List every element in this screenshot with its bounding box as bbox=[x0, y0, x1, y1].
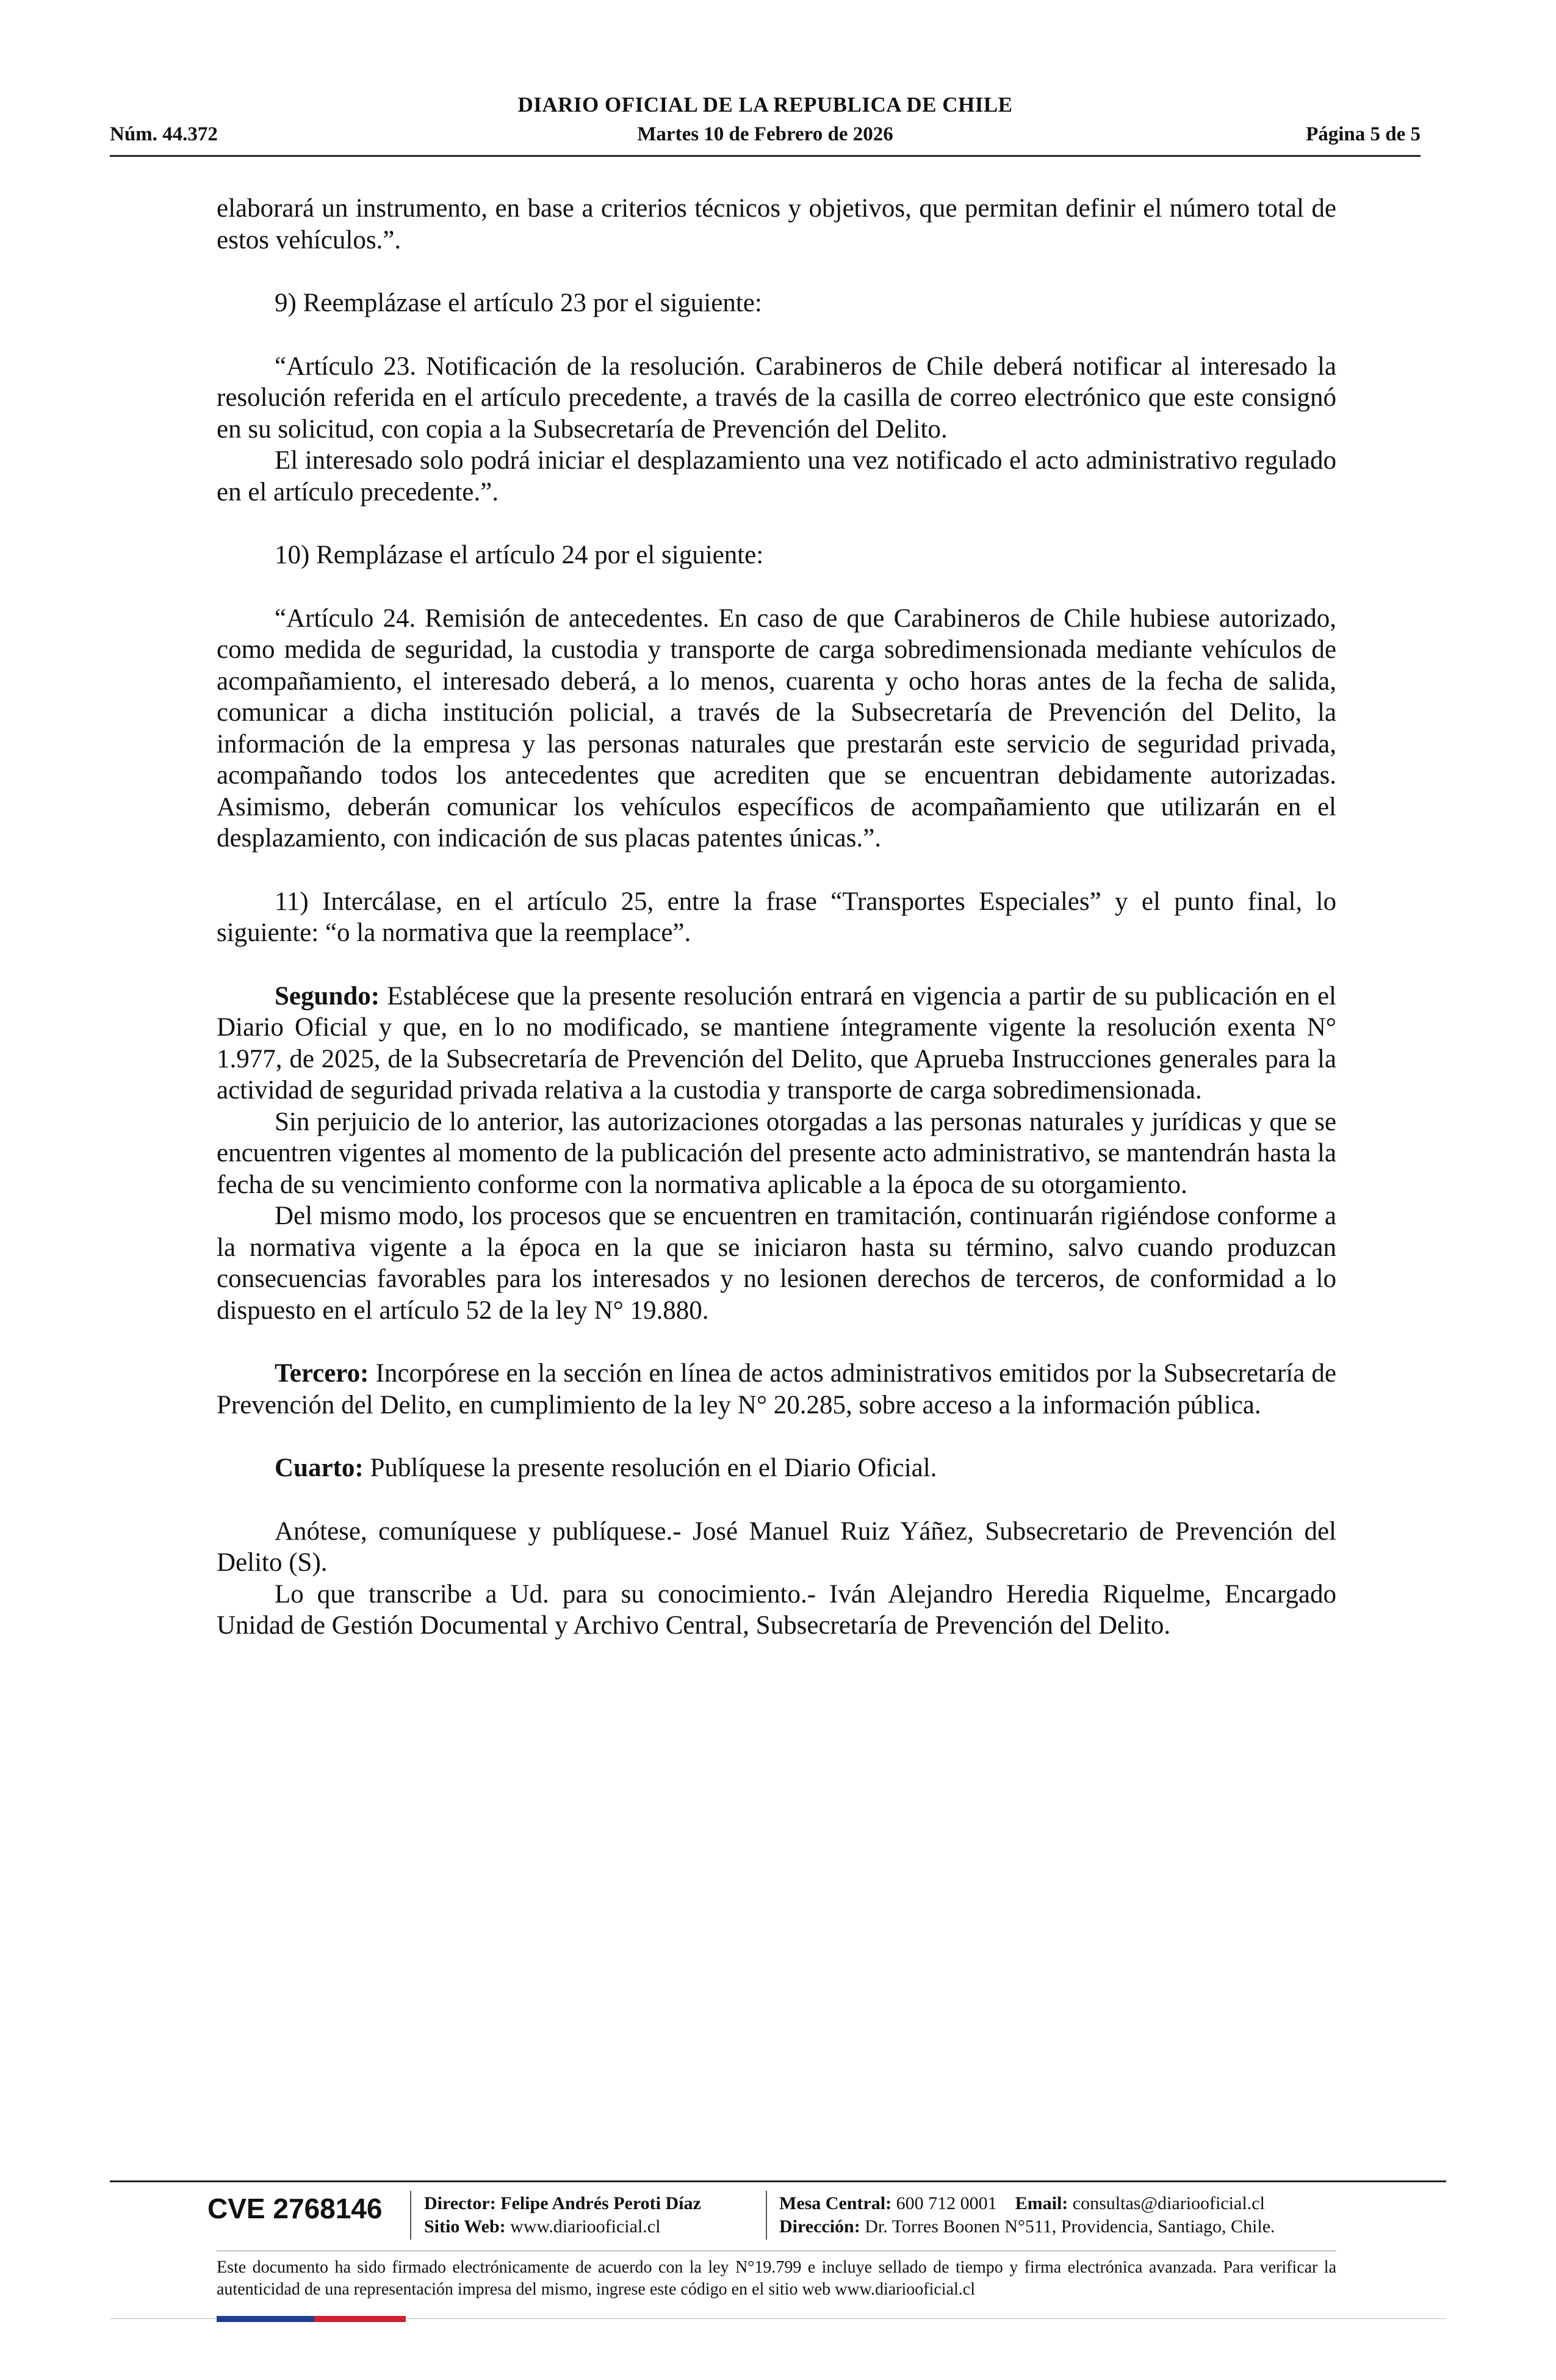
document-body bbox=[217, 193, 1336, 1642]
web-label: Sitio Web: bbox=[424, 2216, 506, 2237]
paragraph: Lo que transcribe a Ud. para su conocimiento.- Iván Alejandro Heredia Riquelme, Encargado Unidad de Gestión Documental y Archivo Central, Subsecretaría de Prevención del Delito. bbox=[217, 1579, 1336, 1640]
page-header bbox=[110, 93, 1421, 154]
paragraph: El interesado solo podrá iniciar el desplazamiento una vez notificado el acto administrativo regulado en el artículo precedente.”. bbox=[217, 446, 1336, 507]
flag-bar-red bbox=[314, 2316, 406, 2322]
page-number: Página 5 de 5 bbox=[1306, 123, 1421, 145]
paragraph: Anótese, comuníquese y publíquese.- José Manuel Ruiz Yáñez, Subsecretario de Prevención del Delito (S). bbox=[217, 1516, 1336, 1577]
paragraph: elaborará un instrumento, en base a criterios técnicos y objetivos, que permitan definir el número total de estos vehículos.”. bbox=[217, 194, 1336, 254]
paragraph: 10) Remplázase el artículo 24 por el siguiente: bbox=[275, 541, 764, 569]
paragraph-segundo bbox=[217, 981, 1336, 1106]
footer-separator bbox=[410, 2191, 411, 2240]
email-label: Email: bbox=[1015, 2193, 1068, 2213]
paragraph: 9) Reemplázase el artículo 23 por el siguiente: bbox=[275, 289, 762, 317]
issue-number: Núm. 44.372 bbox=[110, 123, 218, 145]
mesa-value: 600 712 0001 bbox=[896, 2193, 997, 2213]
paragraph: Sin perjuicio de lo anterior, las autorizaciones otorgadas a las personas naturales y jurídicas y que se encuentren vigentes al momento de la publicación del presente acto administrativo, se mantendrán hasta la fecha de su vencimiento conforme con la normativa aplicable a la época de su otorgamiento. bbox=[217, 1107, 1336, 1199]
director-value: Felipe Andrés Peroti Díaz bbox=[500, 2193, 701, 2213]
paragraph: “Artículo 24. Remisión de antecedentes. En caso de que Carabineros de Chile hubiese autorizado, como medida de seguridad, la custodia y transporte de carga sobredimensionada mediante vehículos de acompañamiento, el interesado deberá, a lo menos, cuarenta y ocho horas antes de la fecha de salida, comunicar a dicha institución policial, a través de la Subsecretaría de Prevención del Delito, la información de la empresa y las personas naturales que prestarán este servicio de seguridad privada, acompañando todos los antecedentes que acrediten que se encuentran debidamente autorizadas. Asimismo, deberán comunicar los vehículos específicos de acompañamiento que utilizarán en el desplazamiento, con indicación de sus placas patentes únicas.”. bbox=[217, 604, 1336, 853]
issue-date: Martes 10 de Febrero de 2026 bbox=[637, 123, 893, 145]
segundo-label: Segundo: bbox=[275, 981, 380, 1011]
tercero-text: Incorpórese en la sección en línea de actos administrativos emitidos por la Subsecretaría de Prevención del Delito, en cumplimiento de la ley N° 20.285, sobre acceso a la información pública. bbox=[217, 1359, 1336, 1419]
footer-contact-block bbox=[779, 2192, 1275, 2238]
cuarto-label: Cuarto: bbox=[275, 1454, 364, 1482]
newspaper-title: DIARIO OFICIAL DE LA REPUBLICA DE CHILE bbox=[517, 93, 1013, 117]
address-label: Dirección: bbox=[779, 2216, 860, 2237]
cve-code: CVE 2768146 bbox=[207, 2193, 383, 2224]
paragraph: Del mismo modo, los procesos que se encuentren en tramitación, continuarán rigiéndose conforme a la normativa vigente a la época en la que se iniciaron hasta su término, salvo cuando produzcan consecuencias favorables para los interesados y no lesionen derechos de terceros, de conformidad a lo dispuesto en el artículo 52 de la ley N° 19.880. bbox=[217, 1202, 1336, 1325]
legal-notice: Este documento ha sido firmado electrónicamente de acuerdo con la ley N°19.799 e incluye sellado de tiempo y firma electrónica avanzada. Para verificar la autenticidad de una representación impresa del mismo, ingrese este código en el sitio web www.diariooficial.cl bbox=[217, 2258, 1336, 2299]
tercero-label: Tercero: bbox=[275, 1359, 369, 1388]
paragraph: 11) Intercálase, en el artículo 25, entre la frase “Transportes Especiales” y el punto final, lo siguiente: “o la normativa que la reemplace”. bbox=[217, 887, 1336, 947]
header-divider bbox=[110, 155, 1421, 157]
director-label: Director: bbox=[424, 2193, 496, 2213]
footer-director-block bbox=[424, 2192, 701, 2238]
footer-divider bbox=[110, 2180, 1446, 2182]
paragraph-cuarto bbox=[217, 1452, 1336, 1484]
address-value: Dr. Torres Boonen N°511, Providencia, Santiago, Chile. bbox=[865, 2216, 1275, 2237]
email-link[interactable]: consultas@diariooficial.cl bbox=[1072, 2193, 1265, 2213]
web-link[interactable]: www.diariooficial.cl bbox=[510, 2216, 661, 2237]
paragraph: “Artículo 23. Notificación de la resolución. Carabineros de Chile deberá notificar al interesado la resolución referida en el artículo precedente, a través de la casilla de correo electrónico que este consignó en su solicitud, con copia a la Subsecretaría de Prevención del Delito. bbox=[217, 352, 1336, 444]
cuarto-text: Publíquese la presente resolución en el Diario Oficial. bbox=[363, 1454, 937, 1482]
mesa-label: Mesa Central: bbox=[779, 2193, 892, 2213]
paragraph-tercero bbox=[217, 1358, 1336, 1421]
flag-bar-blue bbox=[217, 2316, 314, 2322]
footer-separator bbox=[766, 2191, 767, 2240]
segundo-text: Establécese que la presente resolución entrará en vigencia a partir de su publicación en el Diario Oficial y que, en lo no modificado, se mantiene íntegramente vigente la resolución exenta N° 1.977, de 2025, de la Subsecretaría de Prevención del Delito, que Aprueba Instrucciones generales para la actividad de seguridad privada relativa a la custodia y transporte de carga sobredimensionada. bbox=[217, 981, 1336, 1105]
